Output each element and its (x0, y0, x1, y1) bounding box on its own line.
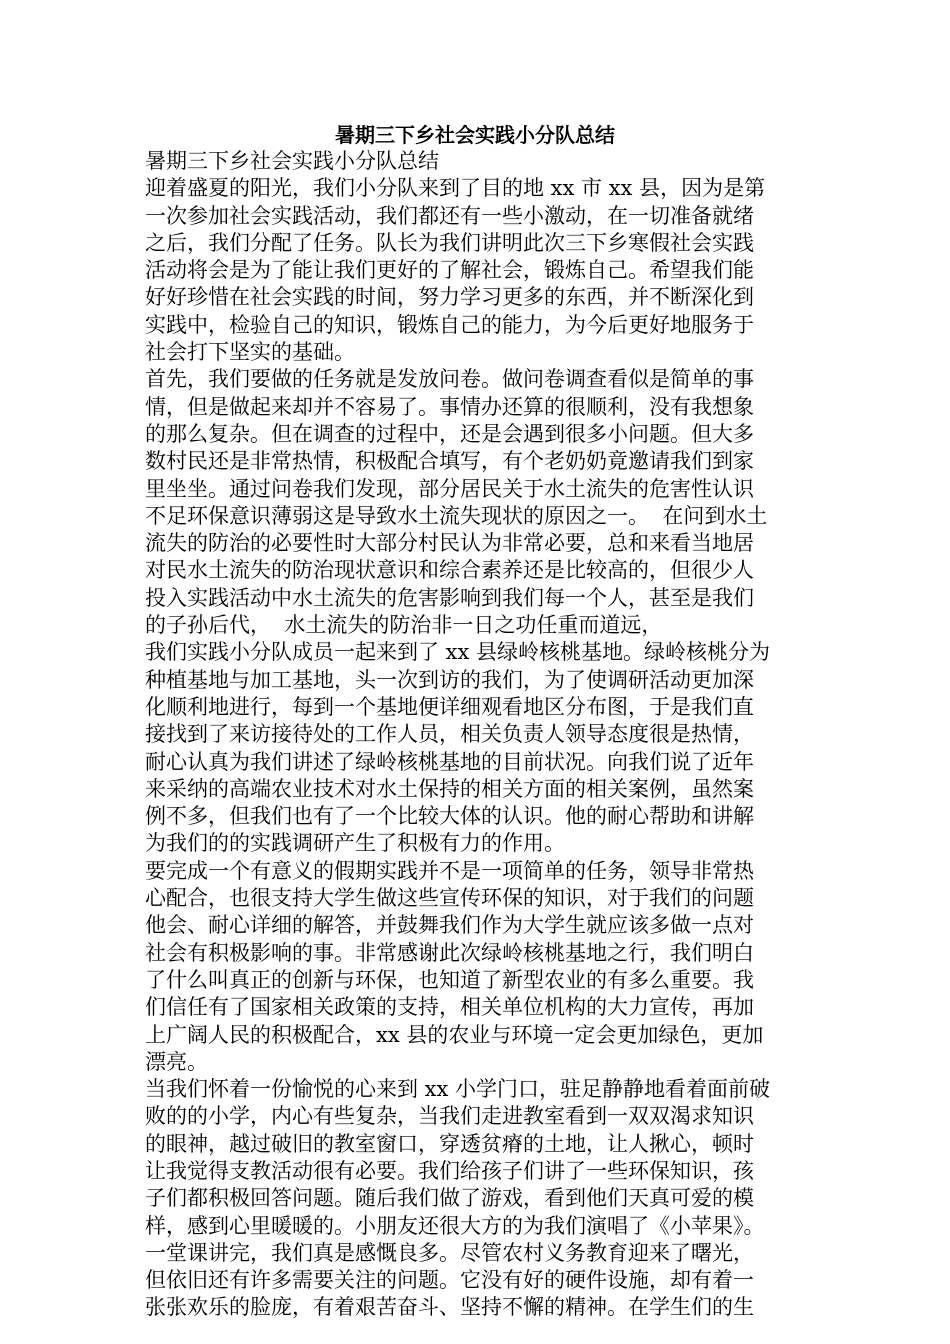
text-line: 心配合，也很支持大学生做这些宣传环保的知识，对于我们的问题 (145, 886, 754, 911)
text-line: 张张欢乐的脸庞，有着艰苦奋斗、坚持不懈的精神。在学生们的生 (145, 1295, 754, 1320)
text-line: 投入实践活动中水土流失的危害影响到我们每一个人，甚至是我们 (145, 585, 754, 610)
text-line: 情，但是做起来却并不容易了。事情办还算的很顺利，没有我想象 (145, 394, 754, 419)
text-line: 漂亮。 (145, 1049, 208, 1074)
text-line: 之后，我们分配了任务。队长为我们讲明此次三下乡寒假社会实践 (145, 230, 754, 255)
text-line: 他会、耐心详细的解答，并鼓舞我们作为大学生就应该多做一点对 (145, 913, 754, 938)
text-line: 数村民还是非常热情，积极配合填写，有个老奶奶竟邀请我们到家 (145, 449, 754, 474)
text-line: 接找到了来访接待处的工作人员，相关负责人领导态度很是热情， (145, 722, 754, 747)
text-line: 样，感到心里暖暖的。小朋友还很大方的为我们演唱了《小苹果》。 (145, 1213, 765, 1238)
text-line: 子们都积极回答问题。随后我们做了游戏，看到他们天真可爱的模 (145, 1186, 754, 1211)
text-line: 首先，我们要做的任务就是发放问卷。做问卷调查看似是简单的事 (145, 367, 754, 392)
text-line: 的眼神，越过破旧的教室窗口，穿透贫瘠的土地，让人揪心，顿时 (145, 1131, 754, 1156)
text-line: 一堂课讲完，我们真是感慨良多。尽管农村义务教育迎来了曙光， (145, 1240, 754, 1265)
text-line: 来采纳的高端农业技术对水土保持的相关方面的相关案例，虽然案 (145, 776, 754, 801)
text-line: 要完成一个有意义的假期实践并不是一项简单的任务，领导非常热 (145, 858, 754, 883)
text-line: 但依旧还有许多需要关注的问题。它没有好的硬件设施，却有着一 (145, 1268, 754, 1293)
text-line: 让我觉得支教活动很有必要。我们给孩子们讲了一些环保知识，孩 (145, 1158, 754, 1183)
text-line: 的那么复杂。但在调查的过程中，还是会遇到很多小问题。但大多 (145, 421, 754, 446)
text-line: 们信任有了国家相关政策的支持，相关单位机构的大力宣传，再加 (145, 995, 754, 1020)
text-line: 社会有积极影响的事。非常感谢此次绿岭核桃基地之行，我们明白 (145, 940, 754, 965)
text-line: 暑期三下乡社会实践小分队总结 (145, 149, 439, 173)
text-line: 化顺利地进行，每到一个基地便详细观看地区分布图，于是我们直 (145, 694, 754, 719)
text-line: 不足环保意识薄弱这是导致水土流失现状的原因之一。 在问到水土 (145, 503, 768, 528)
text-line: 的子孙后代， 水土流失的防治非一日之功任重而道远， (145, 613, 663, 638)
text-line: 一次参加社会实践活动，我们都还有一些小激动，在一切准备就绪 (145, 203, 754, 228)
text-line: 迎着盛夏的阳光，我们小分队来到了目的地 xx 市 xx 县，因为是第 (145, 176, 766, 201)
text-line: 我们实践小分队成员一起来到了 xx 县绿岭核桃基地。绿岭核桃分为 (145, 640, 771, 665)
text-line: 实践中，检验自己的知识，锻炼自己的能力，为今后更好地服务于 (145, 312, 754, 337)
text-line: 流失的防治的必要性时大部分村民认为非常必要，总和来看当地居 (145, 531, 754, 556)
text-line: 种植基地与加工基地，头一次到访的我们，为了使调研活动更加深 (145, 667, 754, 692)
text-line: 上广阔人民的积极配合，xx 县的农业与环境一定会更加绿色，更加 (145, 1022, 764, 1047)
text-line: 当我们怀着一份愉悦的心来到 xx 小学门口，驻足静静地看着面前破 (145, 1077, 771, 1102)
text-line: 里坐坐。通过问卷我们发现，部分居民关于水土流失的危害性认识 (145, 476, 754, 501)
text-line: 活动将会是为了能让我们更好的了解社会，锻炼自己。希望我们能 (145, 258, 754, 283)
text-line: 耐心认真为我们讲述了绿岭核桃基地的目前状况。向我们说了近年 (145, 749, 754, 774)
document-body (145, 148, 810, 1322)
text-line: 为我们的的实践调研产生了积极有力的作用。 (145, 831, 565, 856)
text-line: 例不多，但我们也有了一个比较大体的认识。他的耐心帮助和讲解 (145, 804, 754, 829)
document-title: 暑期三下乡社会实践小分队总结 (335, 123, 615, 147)
text-line: 败的的小学，内心有些复杂，当我们走进教室看到一双双渴求知识 (145, 1104, 754, 1129)
text-line: 对民水土流失的防治现状意识和综合素养还是比较高的，但很少人 (145, 558, 754, 583)
text-line: 社会打下坚实的基础。 (145, 340, 355, 365)
text-line: 了什么叫真正的创新与环保，也知道了新型农业的有多么重要。我 (145, 967, 754, 992)
text-line: 好好珍惜在社会实践的时间，努力学习更多的东西，并不断深化到 (145, 285, 754, 310)
